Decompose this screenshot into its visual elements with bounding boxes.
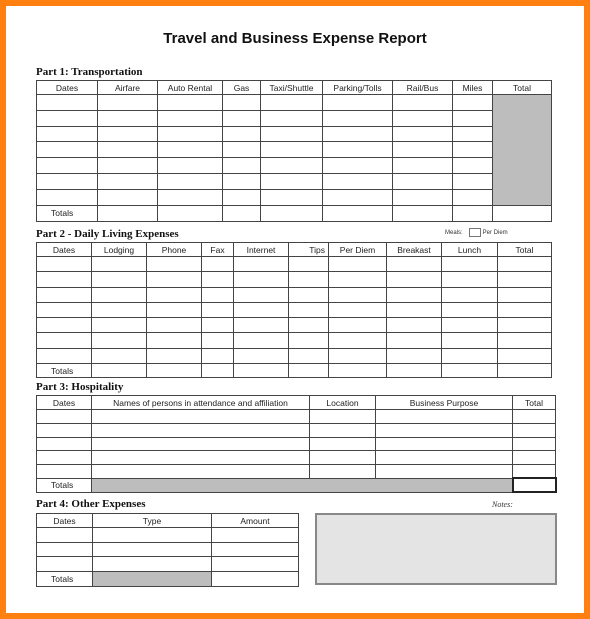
entry-cell[interactable] bbox=[37, 423, 92, 437]
table-row bbox=[37, 110, 552, 126]
entry-cell[interactable] bbox=[98, 173, 158, 189]
notes-field[interactable] bbox=[315, 513, 557, 585]
total-cell[interactable] bbox=[98, 205, 158, 221]
entry-cell[interactable] bbox=[453, 95, 493, 111]
table-row bbox=[37, 142, 552, 158]
hospitality-table bbox=[36, 395, 557, 493]
entry-cell[interactable] bbox=[393, 189, 453, 205]
entry-cell[interactable] bbox=[376, 410, 513, 424]
entry-cell[interactable] bbox=[513, 465, 556, 479]
table-row bbox=[37, 557, 299, 572]
total-cell[interactable] bbox=[234, 364, 289, 378]
entry-cell[interactable] bbox=[158, 142, 223, 158]
entry-cell[interactable] bbox=[202, 318, 234, 333]
column-header: Total bbox=[493, 81, 552, 95]
entry-cell[interactable] bbox=[202, 348, 234, 363]
entry-cell[interactable] bbox=[329, 348, 387, 363]
entry-cell[interactable] bbox=[93, 528, 212, 543]
column-header: Fax bbox=[202, 243, 234, 257]
entry-cell[interactable] bbox=[223, 189, 261, 205]
entry-cell[interactable] bbox=[234, 333, 289, 348]
grand-total-cell[interactable] bbox=[493, 205, 552, 221]
entry-cell[interactable] bbox=[234, 318, 289, 333]
entry-cell[interactable] bbox=[234, 302, 289, 317]
entry-cell[interactable] bbox=[261, 173, 323, 189]
entry-cell[interactable] bbox=[376, 451, 513, 465]
entry-cell[interactable] bbox=[223, 95, 261, 111]
entry-cell[interactable] bbox=[310, 465, 376, 479]
column-header: Lunch bbox=[442, 243, 498, 257]
column-header: Total bbox=[513, 396, 556, 410]
table-row bbox=[37, 333, 552, 348]
entry-cell[interactable] bbox=[158, 95, 223, 111]
entry-cell[interactable] bbox=[289, 302, 329, 317]
total-cell[interactable] bbox=[92, 364, 147, 378]
entry-cell[interactable] bbox=[37, 142, 98, 158]
entry-cell[interactable] bbox=[37, 348, 92, 363]
entry-cell[interactable] bbox=[37, 158, 98, 174]
column-header: Location bbox=[310, 396, 376, 410]
section-title-other-expenses: Part 4: Other Expenses bbox=[36, 498, 146, 510]
total-cell[interactable] bbox=[387, 364, 442, 378]
total-cell[interactable] bbox=[289, 364, 329, 378]
report-title: Travel and Business Expense Report bbox=[163, 30, 427, 47]
entry-cell[interactable] bbox=[387, 272, 442, 287]
table-row bbox=[37, 257, 552, 272]
entry-cell[interactable] bbox=[498, 333, 552, 348]
column-header: Dates bbox=[37, 396, 92, 410]
notes-label: Notes: bbox=[492, 500, 513, 509]
entry-cell[interactable] bbox=[147, 333, 202, 348]
entry-cell[interactable] bbox=[387, 333, 442, 348]
entry-cell[interactable] bbox=[323, 95, 393, 111]
entry-cell[interactable] bbox=[393, 110, 453, 126]
entry-cell[interactable] bbox=[37, 437, 92, 451]
entry-cell[interactable] bbox=[37, 318, 92, 333]
per-diem-checkbox[interactable] bbox=[469, 228, 481, 237]
entry-cell[interactable] bbox=[393, 142, 453, 158]
column-header: Parking/Tolls bbox=[323, 81, 393, 95]
entry-cell[interactable] bbox=[387, 348, 442, 363]
entry-cell[interactable] bbox=[329, 318, 387, 333]
column-header: Phone bbox=[147, 243, 202, 257]
entry-cell[interactable] bbox=[37, 126, 98, 142]
column-header: Internet bbox=[234, 243, 289, 257]
entry-cell[interactable] bbox=[147, 348, 202, 363]
entry-cell[interactable] bbox=[202, 257, 234, 272]
entry-cell[interactable] bbox=[289, 257, 329, 272]
per-diem-option-label: Per Diem bbox=[482, 230, 508, 237]
entry-cell[interactable] bbox=[289, 333, 329, 348]
column-header: Gas bbox=[223, 81, 261, 95]
entry-cell[interactable] bbox=[498, 287, 552, 302]
table-row bbox=[37, 318, 552, 333]
total-cell[interactable] bbox=[442, 364, 498, 378]
entry-cell[interactable] bbox=[513, 423, 556, 437]
entry-cell[interactable] bbox=[498, 302, 552, 317]
table-row bbox=[37, 126, 552, 142]
entry-cell[interactable] bbox=[223, 142, 261, 158]
entry-cell[interactable] bbox=[37, 257, 92, 272]
entry-cell[interactable] bbox=[147, 272, 202, 287]
total-cell[interactable] bbox=[323, 205, 393, 221]
entry-cell[interactable] bbox=[234, 287, 289, 302]
entry-cell[interactable] bbox=[212, 542, 299, 557]
transportation-table bbox=[36, 80, 552, 222]
entry-cell[interactable] bbox=[261, 95, 323, 111]
column-header: Breakast bbox=[387, 243, 442, 257]
column-header: Amount bbox=[212, 514, 299, 528]
entry-cell[interactable] bbox=[92, 437, 310, 451]
entry-cell[interactable] bbox=[323, 142, 393, 158]
table-row bbox=[37, 272, 552, 287]
column-header: Airfare bbox=[98, 81, 158, 95]
entry-cell[interactable] bbox=[37, 287, 92, 302]
entry-cell[interactable] bbox=[387, 318, 442, 333]
entry-cell[interactable] bbox=[442, 287, 498, 302]
table-row bbox=[37, 189, 552, 205]
entry-cell[interactable] bbox=[158, 126, 223, 142]
entry-cell[interactable] bbox=[513, 410, 556, 424]
entry-cell[interactable] bbox=[393, 95, 453, 111]
entry-cell[interactable] bbox=[92, 302, 147, 317]
table-row bbox=[37, 465, 556, 479]
entry-cell[interactable] bbox=[310, 410, 376, 424]
entry-cell[interactable] bbox=[329, 272, 387, 287]
entry-cell[interactable] bbox=[212, 557, 299, 572]
entry-cell[interactable] bbox=[223, 126, 261, 142]
entry-cell[interactable] bbox=[98, 158, 158, 174]
entry-cell[interactable] bbox=[442, 333, 498, 348]
entry-cell[interactable] bbox=[92, 287, 147, 302]
entry-cell[interactable] bbox=[147, 302, 202, 317]
other-expenses-table bbox=[36, 513, 299, 587]
entry-cell[interactable] bbox=[147, 257, 202, 272]
entry-cell[interactable] bbox=[261, 126, 323, 142]
meals-option bbox=[445, 228, 508, 237]
shaded-cell bbox=[93, 571, 212, 586]
entry-cell[interactable] bbox=[37, 189, 98, 205]
table-row bbox=[37, 528, 299, 543]
entry-cell[interactable] bbox=[98, 189, 158, 205]
table-row bbox=[37, 423, 556, 437]
table-row bbox=[37, 451, 556, 465]
column-header: Per Diem bbox=[329, 243, 387, 257]
entry-cell[interactable] bbox=[158, 158, 223, 174]
shaded-cell bbox=[92, 478, 513, 492]
entry-cell[interactable] bbox=[453, 142, 493, 158]
table-row bbox=[37, 158, 552, 174]
entry-cell[interactable] bbox=[442, 302, 498, 317]
entry-cell[interactable] bbox=[37, 528, 93, 543]
shaded-cell bbox=[493, 95, 552, 206]
table-row bbox=[37, 302, 552, 317]
entry-cell[interactable] bbox=[442, 257, 498, 272]
entry-cell[interactable] bbox=[37, 557, 93, 572]
meals-label: Meals: bbox=[445, 230, 463, 237]
entry-cell[interactable] bbox=[92, 465, 310, 479]
entry-cell[interactable] bbox=[158, 173, 223, 189]
entry-cell[interactable] bbox=[92, 318, 147, 333]
entry-cell[interactable] bbox=[92, 272, 147, 287]
table-row bbox=[37, 542, 299, 557]
column-header: Rail/Bus bbox=[393, 81, 453, 95]
entry-cell[interactable] bbox=[98, 95, 158, 111]
column-header: Total bbox=[498, 243, 552, 257]
entry-cell[interactable] bbox=[442, 348, 498, 363]
entry-cell[interactable] bbox=[387, 257, 442, 272]
table-row bbox=[37, 95, 552, 111]
entry-cell[interactable] bbox=[98, 126, 158, 142]
entry-cell[interactable] bbox=[323, 173, 393, 189]
column-header: Names of persons in attendance and affiliation bbox=[92, 396, 310, 410]
entry-cell[interactable] bbox=[202, 333, 234, 348]
entry-cell[interactable] bbox=[37, 542, 93, 557]
entry-cell[interactable] bbox=[234, 272, 289, 287]
entry-cell[interactable] bbox=[93, 542, 212, 557]
section-title-transportation: Part 1: Transportation bbox=[36, 66, 143, 78]
entry-cell[interactable] bbox=[202, 272, 234, 287]
entry-cell[interactable] bbox=[202, 302, 234, 317]
entry-cell[interactable] bbox=[92, 257, 147, 272]
table-row bbox=[37, 410, 556, 424]
entry-cell[interactable] bbox=[498, 257, 552, 272]
total-cell[interactable] bbox=[261, 205, 323, 221]
entry-cell[interactable] bbox=[323, 126, 393, 142]
table-row bbox=[37, 173, 552, 189]
entry-cell[interactable] bbox=[37, 465, 92, 479]
entry-cell[interactable] bbox=[37, 272, 92, 287]
entry-cell[interactable] bbox=[329, 257, 387, 272]
column-header: Dates bbox=[37, 514, 93, 528]
column-header: Lodging bbox=[92, 243, 147, 257]
total-cell[interactable] bbox=[202, 364, 234, 378]
entry-cell[interactable] bbox=[453, 158, 493, 174]
entry-cell[interactable] bbox=[453, 173, 493, 189]
total-cell[interactable] bbox=[147, 364, 202, 378]
entry-cell[interactable] bbox=[98, 110, 158, 126]
entry-cell[interactable] bbox=[223, 158, 261, 174]
entry-cell[interactable] bbox=[310, 451, 376, 465]
entry-cell[interactable] bbox=[513, 437, 556, 451]
entry-cell[interactable] bbox=[37, 110, 98, 126]
entry-cell[interactable] bbox=[261, 189, 323, 205]
column-header: Business Purpose bbox=[376, 396, 513, 410]
totals-label: Totals bbox=[37, 205, 98, 221]
section-title-daily-living: Part 2 - Daily Living Expenses bbox=[36, 228, 179, 240]
entry-cell[interactable] bbox=[92, 333, 147, 348]
entry-cell[interactable] bbox=[323, 158, 393, 174]
entry-cell[interactable] bbox=[92, 348, 147, 363]
column-header: Dates bbox=[37, 243, 92, 257]
entry-cell[interactable] bbox=[261, 110, 323, 126]
entry-cell[interactable] bbox=[147, 287, 202, 302]
section-title-hospitality: Part 3: Hospitality bbox=[36, 381, 124, 393]
daily-living-table bbox=[36, 242, 552, 378]
total-cell[interactable] bbox=[393, 205, 453, 221]
table-row bbox=[37, 437, 556, 451]
column-header: Type bbox=[93, 514, 212, 528]
entry-cell[interactable] bbox=[323, 110, 393, 126]
entry-cell[interactable] bbox=[92, 451, 310, 465]
entry-cell[interactable] bbox=[329, 333, 387, 348]
entry-cell[interactable] bbox=[147, 318, 202, 333]
entry-cell[interactable] bbox=[513, 451, 556, 465]
entry-cell[interactable] bbox=[261, 158, 323, 174]
entry-cell[interactable] bbox=[289, 348, 329, 363]
entry-cell[interactable] bbox=[93, 557, 212, 572]
entry-cell[interactable] bbox=[37, 95, 98, 111]
column-header: Auto Rental bbox=[158, 81, 223, 95]
entry-cell[interactable] bbox=[453, 189, 493, 205]
entry-cell[interactable] bbox=[234, 348, 289, 363]
table-row bbox=[37, 348, 552, 363]
entry-cell[interactable] bbox=[393, 126, 453, 142]
entry-cell[interactable] bbox=[223, 110, 261, 126]
entry-cell[interactable] bbox=[387, 302, 442, 317]
entry-cell[interactable] bbox=[310, 423, 376, 437]
entry-cell[interactable] bbox=[37, 410, 92, 424]
totals-label: Totals bbox=[37, 571, 93, 586]
entry-cell[interactable] bbox=[158, 110, 223, 126]
entry-cell[interactable] bbox=[453, 110, 493, 126]
total-cell[interactable] bbox=[223, 205, 261, 221]
entry-cell[interactable] bbox=[376, 423, 513, 437]
entry-cell[interactable] bbox=[453, 126, 493, 142]
entry-cell[interactable] bbox=[261, 142, 323, 158]
grand-total-cell[interactable] bbox=[513, 478, 556, 492]
entry-cell[interactable] bbox=[289, 318, 329, 333]
entry-cell[interactable] bbox=[387, 287, 442, 302]
entry-cell[interactable] bbox=[393, 158, 453, 174]
entry-cell[interactable] bbox=[37, 333, 92, 348]
grand-total-cell[interactable] bbox=[212, 571, 299, 586]
entry-cell[interactable] bbox=[37, 302, 92, 317]
entry-cell[interactable] bbox=[376, 465, 513, 479]
entry-cell[interactable] bbox=[37, 451, 92, 465]
entry-cell[interactable] bbox=[92, 410, 310, 424]
totals-label: Totals bbox=[37, 364, 92, 378]
entry-cell[interactable] bbox=[37, 173, 98, 189]
entry-cell[interactable] bbox=[329, 302, 387, 317]
column-header: Taxi/Shuttle bbox=[261, 81, 323, 95]
column-header: Dates bbox=[37, 81, 98, 95]
entry-cell[interactable] bbox=[442, 272, 498, 287]
entry-cell[interactable] bbox=[234, 257, 289, 272]
total-cell[interactable] bbox=[329, 364, 387, 378]
entry-cell[interactable] bbox=[323, 189, 393, 205]
entry-cell[interactable] bbox=[223, 173, 261, 189]
table-row bbox=[37, 287, 552, 302]
total-cell[interactable] bbox=[158, 205, 223, 221]
totals-label: Totals bbox=[37, 478, 92, 492]
entry-cell[interactable] bbox=[212, 528, 299, 543]
column-header: Miles bbox=[453, 81, 493, 95]
entry-cell[interactable] bbox=[289, 272, 329, 287]
entry-cell[interactable] bbox=[202, 287, 234, 302]
total-cell[interactable] bbox=[453, 205, 493, 221]
entry-cell[interactable] bbox=[376, 437, 513, 451]
entry-cell[interactable] bbox=[498, 318, 552, 333]
entry-cell[interactable] bbox=[158, 189, 223, 205]
entry-cell[interactable] bbox=[393, 173, 453, 189]
entry-cell[interactable] bbox=[329, 287, 387, 302]
entry-cell[interactable] bbox=[289, 287, 329, 302]
grand-total-cell[interactable] bbox=[498, 364, 552, 378]
column-header: Tips bbox=[289, 243, 329, 257]
entry-cell[interactable] bbox=[498, 272, 552, 287]
entry-cell[interactable] bbox=[498, 348, 552, 363]
entry-cell[interactable] bbox=[98, 142, 158, 158]
entry-cell[interactable] bbox=[92, 423, 310, 437]
entry-cell[interactable] bbox=[310, 437, 376, 451]
entry-cell[interactable] bbox=[442, 318, 498, 333]
